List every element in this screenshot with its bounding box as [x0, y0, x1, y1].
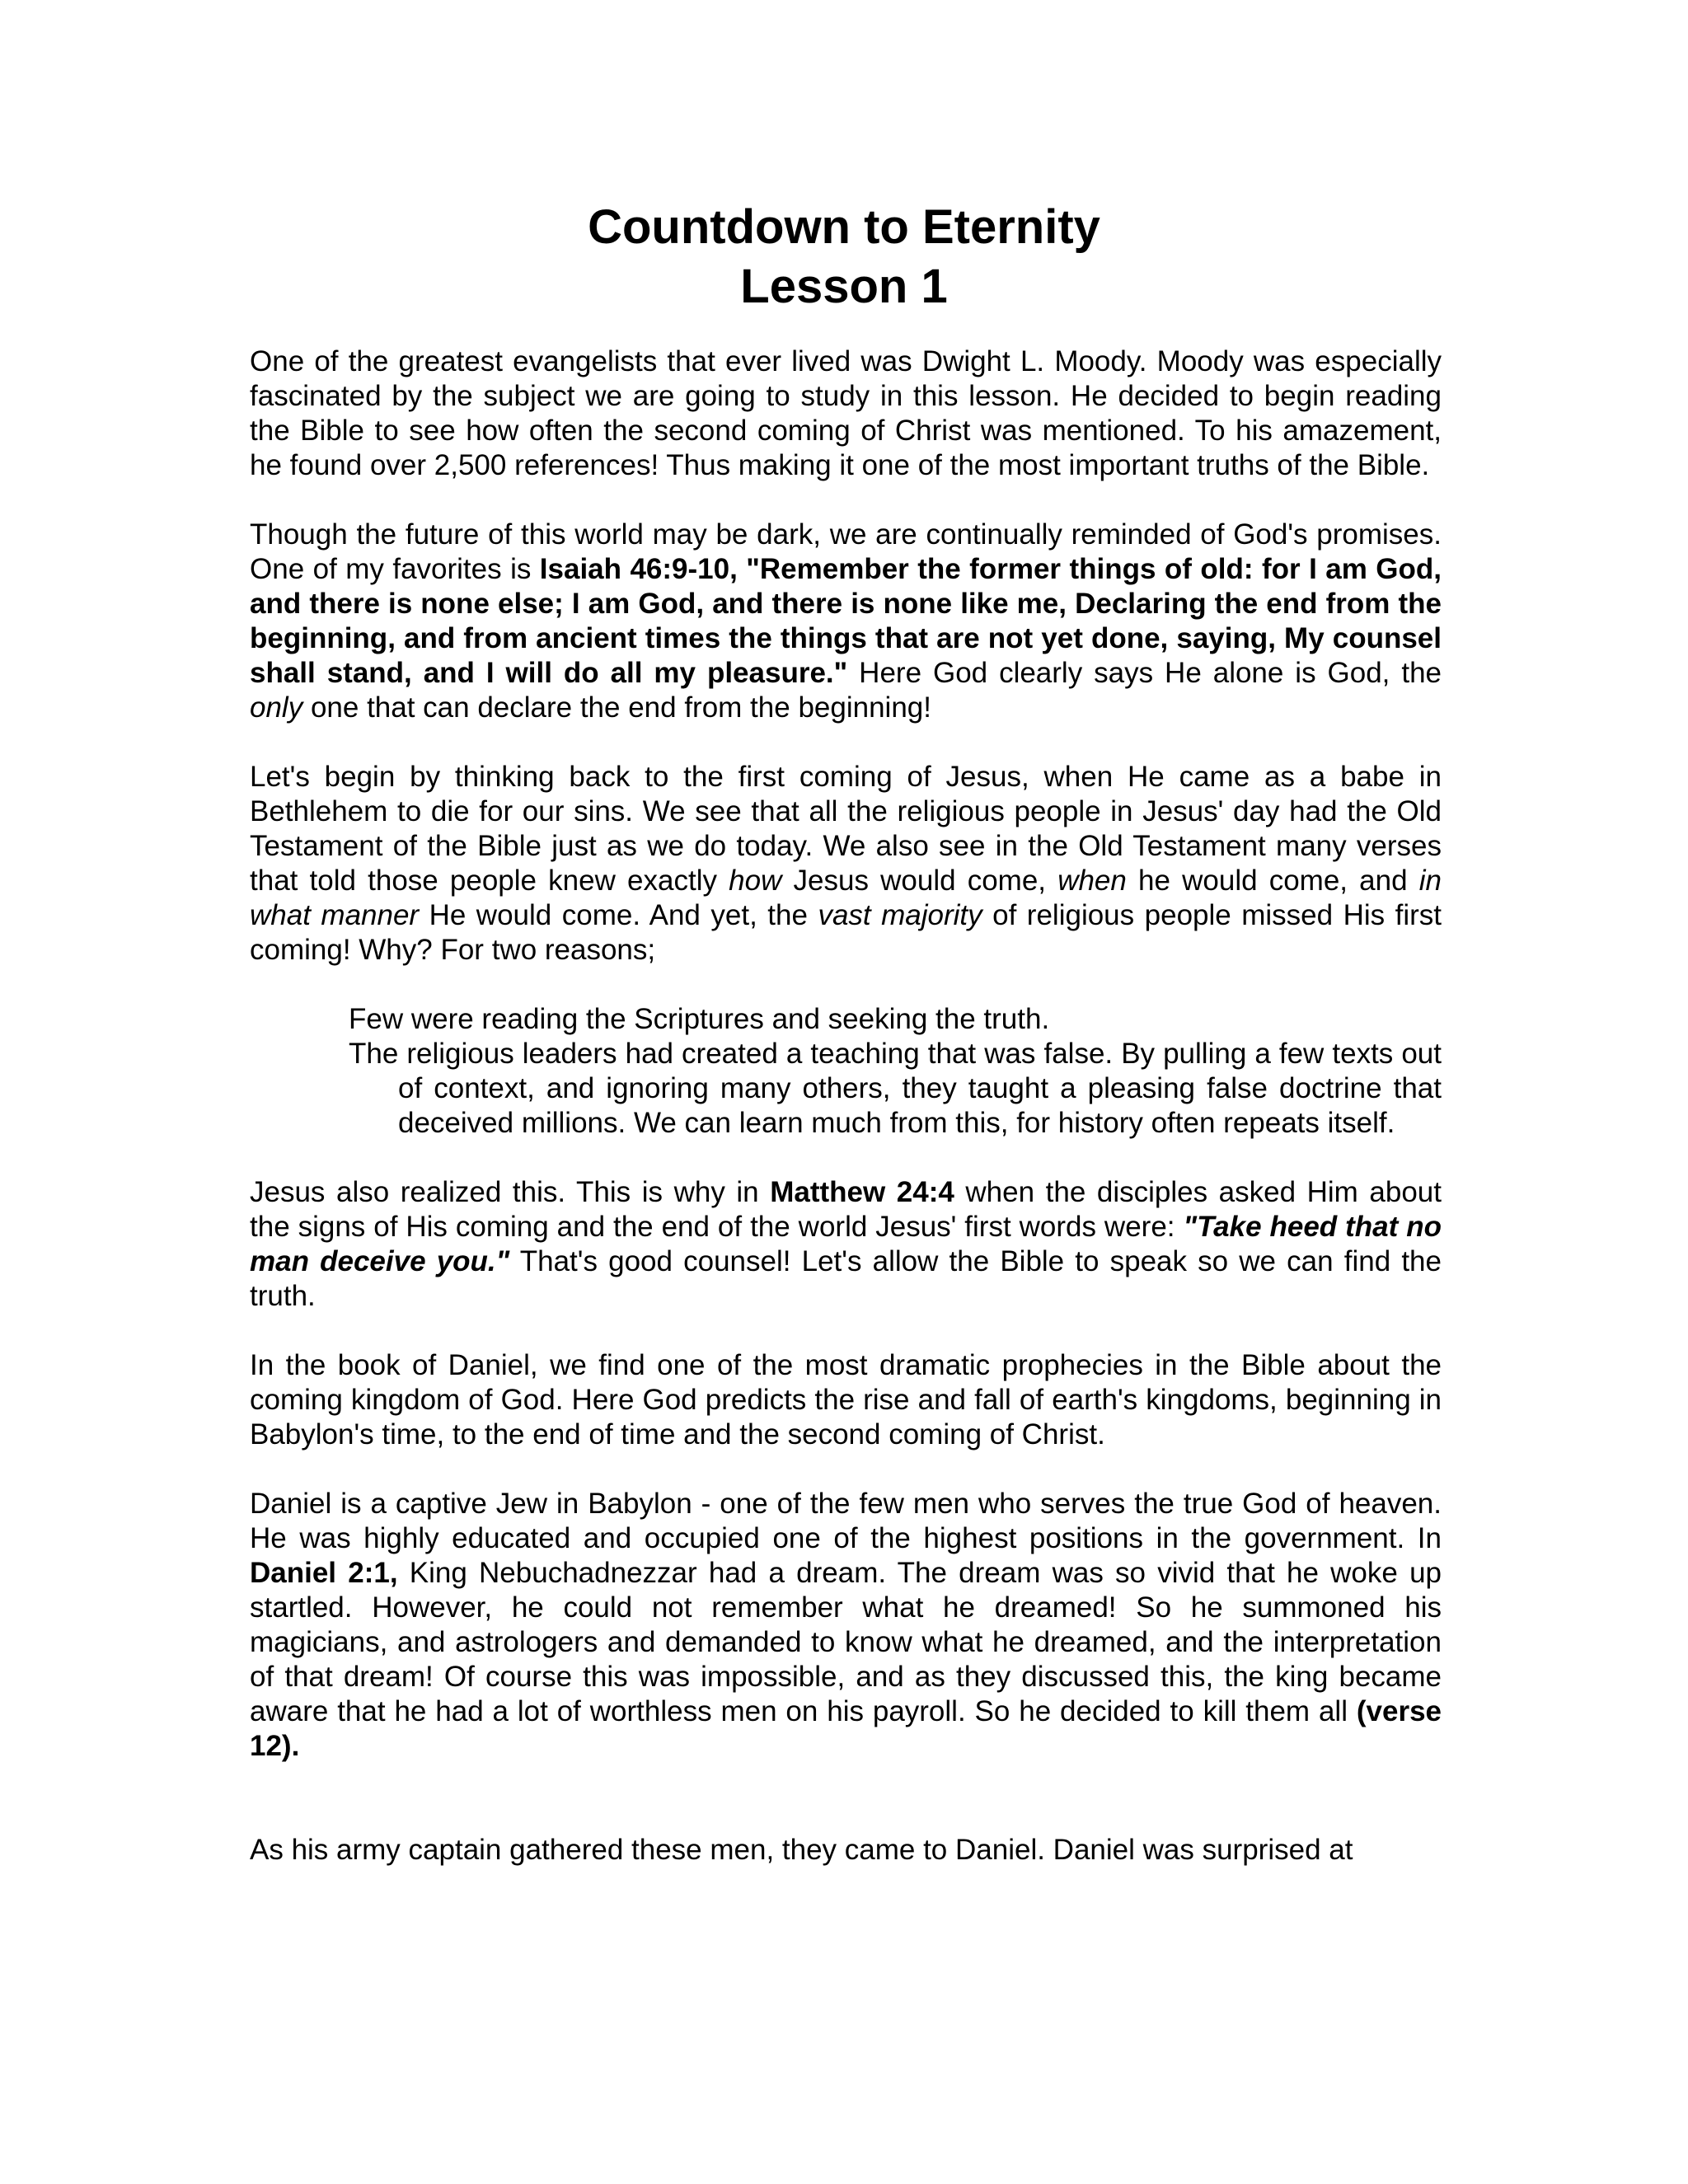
scripture-reference-verse: (verse 12).	[250, 1695, 1442, 1762]
lesson-body	[250, 344, 1442, 1902]
paragraph-text: As his army captain gathered these men, they came to Daniel. Daniel was surprised at	[250, 1834, 1353, 1866]
paragraph-text: One of the greatest evangelists that ever lived was Dwight L. Moody. Moody was especially fascinated by the subject we are going to study in this lesson. He decided to begin reading the Bible to see how often the second coming of Christ was mentioned. To his amazement, he found over 2,500 references! Thus making it one of the most important truths of the Bible.	[250, 345, 1442, 481]
scripture-reference-daniel: Daniel 2:1,	[250, 1557, 398, 1589]
paragraph-moody	[250, 344, 1442, 483]
emphasis-text: when	[1057, 865, 1127, 897]
paragraph-text: Daniel is a captive Jew in Babylon - one of the few men who serves the true God of heaven. He was highly educated and occupied one of the highest positions in the government. In	[250, 1488, 1442, 1554]
paragraph-matthew	[250, 1175, 1442, 1314]
paragraph-army-captain	[250, 1833, 1442, 1868]
list-item: The religious leaders had created a teaching that was false. By pulling a few texts out of context, and ignoring many others, they taught a pleasing false doctrine that deceived millions. We can learn much from this, for history often repeats itself.	[349, 1038, 1442, 1139]
list-item: Few were reading the Scriptures and seeking the truth.	[349, 1003, 1050, 1035]
paragraph-text: Though the future of this world may be dark, we are continually reminded of God's promises. One of my favorites is	[250, 518, 1442, 585]
paragraph-text: Jesus would come,	[781, 865, 1058, 897]
paragraph-isaiah	[250, 518, 1442, 725]
emphasis-text: only	[250, 691, 303, 724]
paragraph-text: Here God clearly says He alone is God, the	[847, 657, 1442, 689]
title-line-2: Lesson 1	[740, 260, 948, 313]
paragraph-text: King Nebuchadnezzar had a dream. The dream was so vivid that he woke up startled. However, he could not remember what he dreamed! So he summoned his magicians, and astrologers and demanded to know what he dreamed, and the interpretation of that dream! Of course this was impossible, and as they discussed this, the king became aware that he had a lot of worthless men on his payroll. So he decided to kill them all	[250, 1557, 1442, 1727]
reasons-list	[250, 1002, 1442, 1141]
emphasis-text: in what manner	[250, 865, 1442, 931]
scripture-quote-text: "Take heed that no man deceive you."	[250, 1211, 1442, 1277]
paragraph-text: of religious people missed His first coming! Why? For two reasons;	[250, 899, 1442, 966]
paragraph-book-of-daniel	[250, 1348, 1442, 1452]
lesson-title	[0, 198, 1688, 316]
paragraph-text: That's good counsel! Let's allow the Bible to speak so we can find the truth.	[250, 1245, 1442, 1312]
emphasis-text: vast majority	[818, 899, 982, 931]
paragraph-text: when the disciples asked Him about the signs of His coming and the end of the world Jesus' first words were:	[250, 1176, 1442, 1243]
paragraph-text: one that can declare the end from the beginning!	[302, 691, 931, 724]
title-line-1: Countdown to Eternity	[588, 200, 1100, 254]
paragraph-text: he would come, and	[1126, 865, 1419, 897]
scripture-quote-isaiah: Isaiah 46:9-10, "Remember the former things of old: for I am God, and there is none else; I am God, and there is none like me, Declaring the end from the beginning, and from ancient times the things that are not yet done, saying, My counsel shall stand, and I will do all my pleasure."	[250, 553, 1442, 689]
paragraph-text: He would come. And yet, the	[419, 899, 818, 931]
paragraph-first-coming	[250, 760, 1442, 968]
paragraph-daniel-captive	[250, 1487, 1442, 1764]
paragraph-text: In the book of Daniel, we find one of the most dramatic prophecies in the Bible about the coming kingdom of God. Here God predicts the rise and fall of earth's kingdoms, beginning in Babylon's time, to the end of time and the second coming of Christ.	[250, 1349, 1442, 1451]
paragraph-text: Jesus also realized this. This is why in	[250, 1176, 771, 1208]
emphasis-text: how	[729, 865, 782, 897]
paragraph-text: Let's begin by thinking back to the first coming of Jesus, when He came as a babe in Bethlehem to die for our sins. We see that all the religious people in Jesus' day had the Old Testament of the Bible just as we do today. We also see in the Old Testament many verses that told those people knew exactly	[250, 761, 1442, 897]
scripture-reference-matthew: Matthew 24:4	[770, 1176, 954, 1208]
